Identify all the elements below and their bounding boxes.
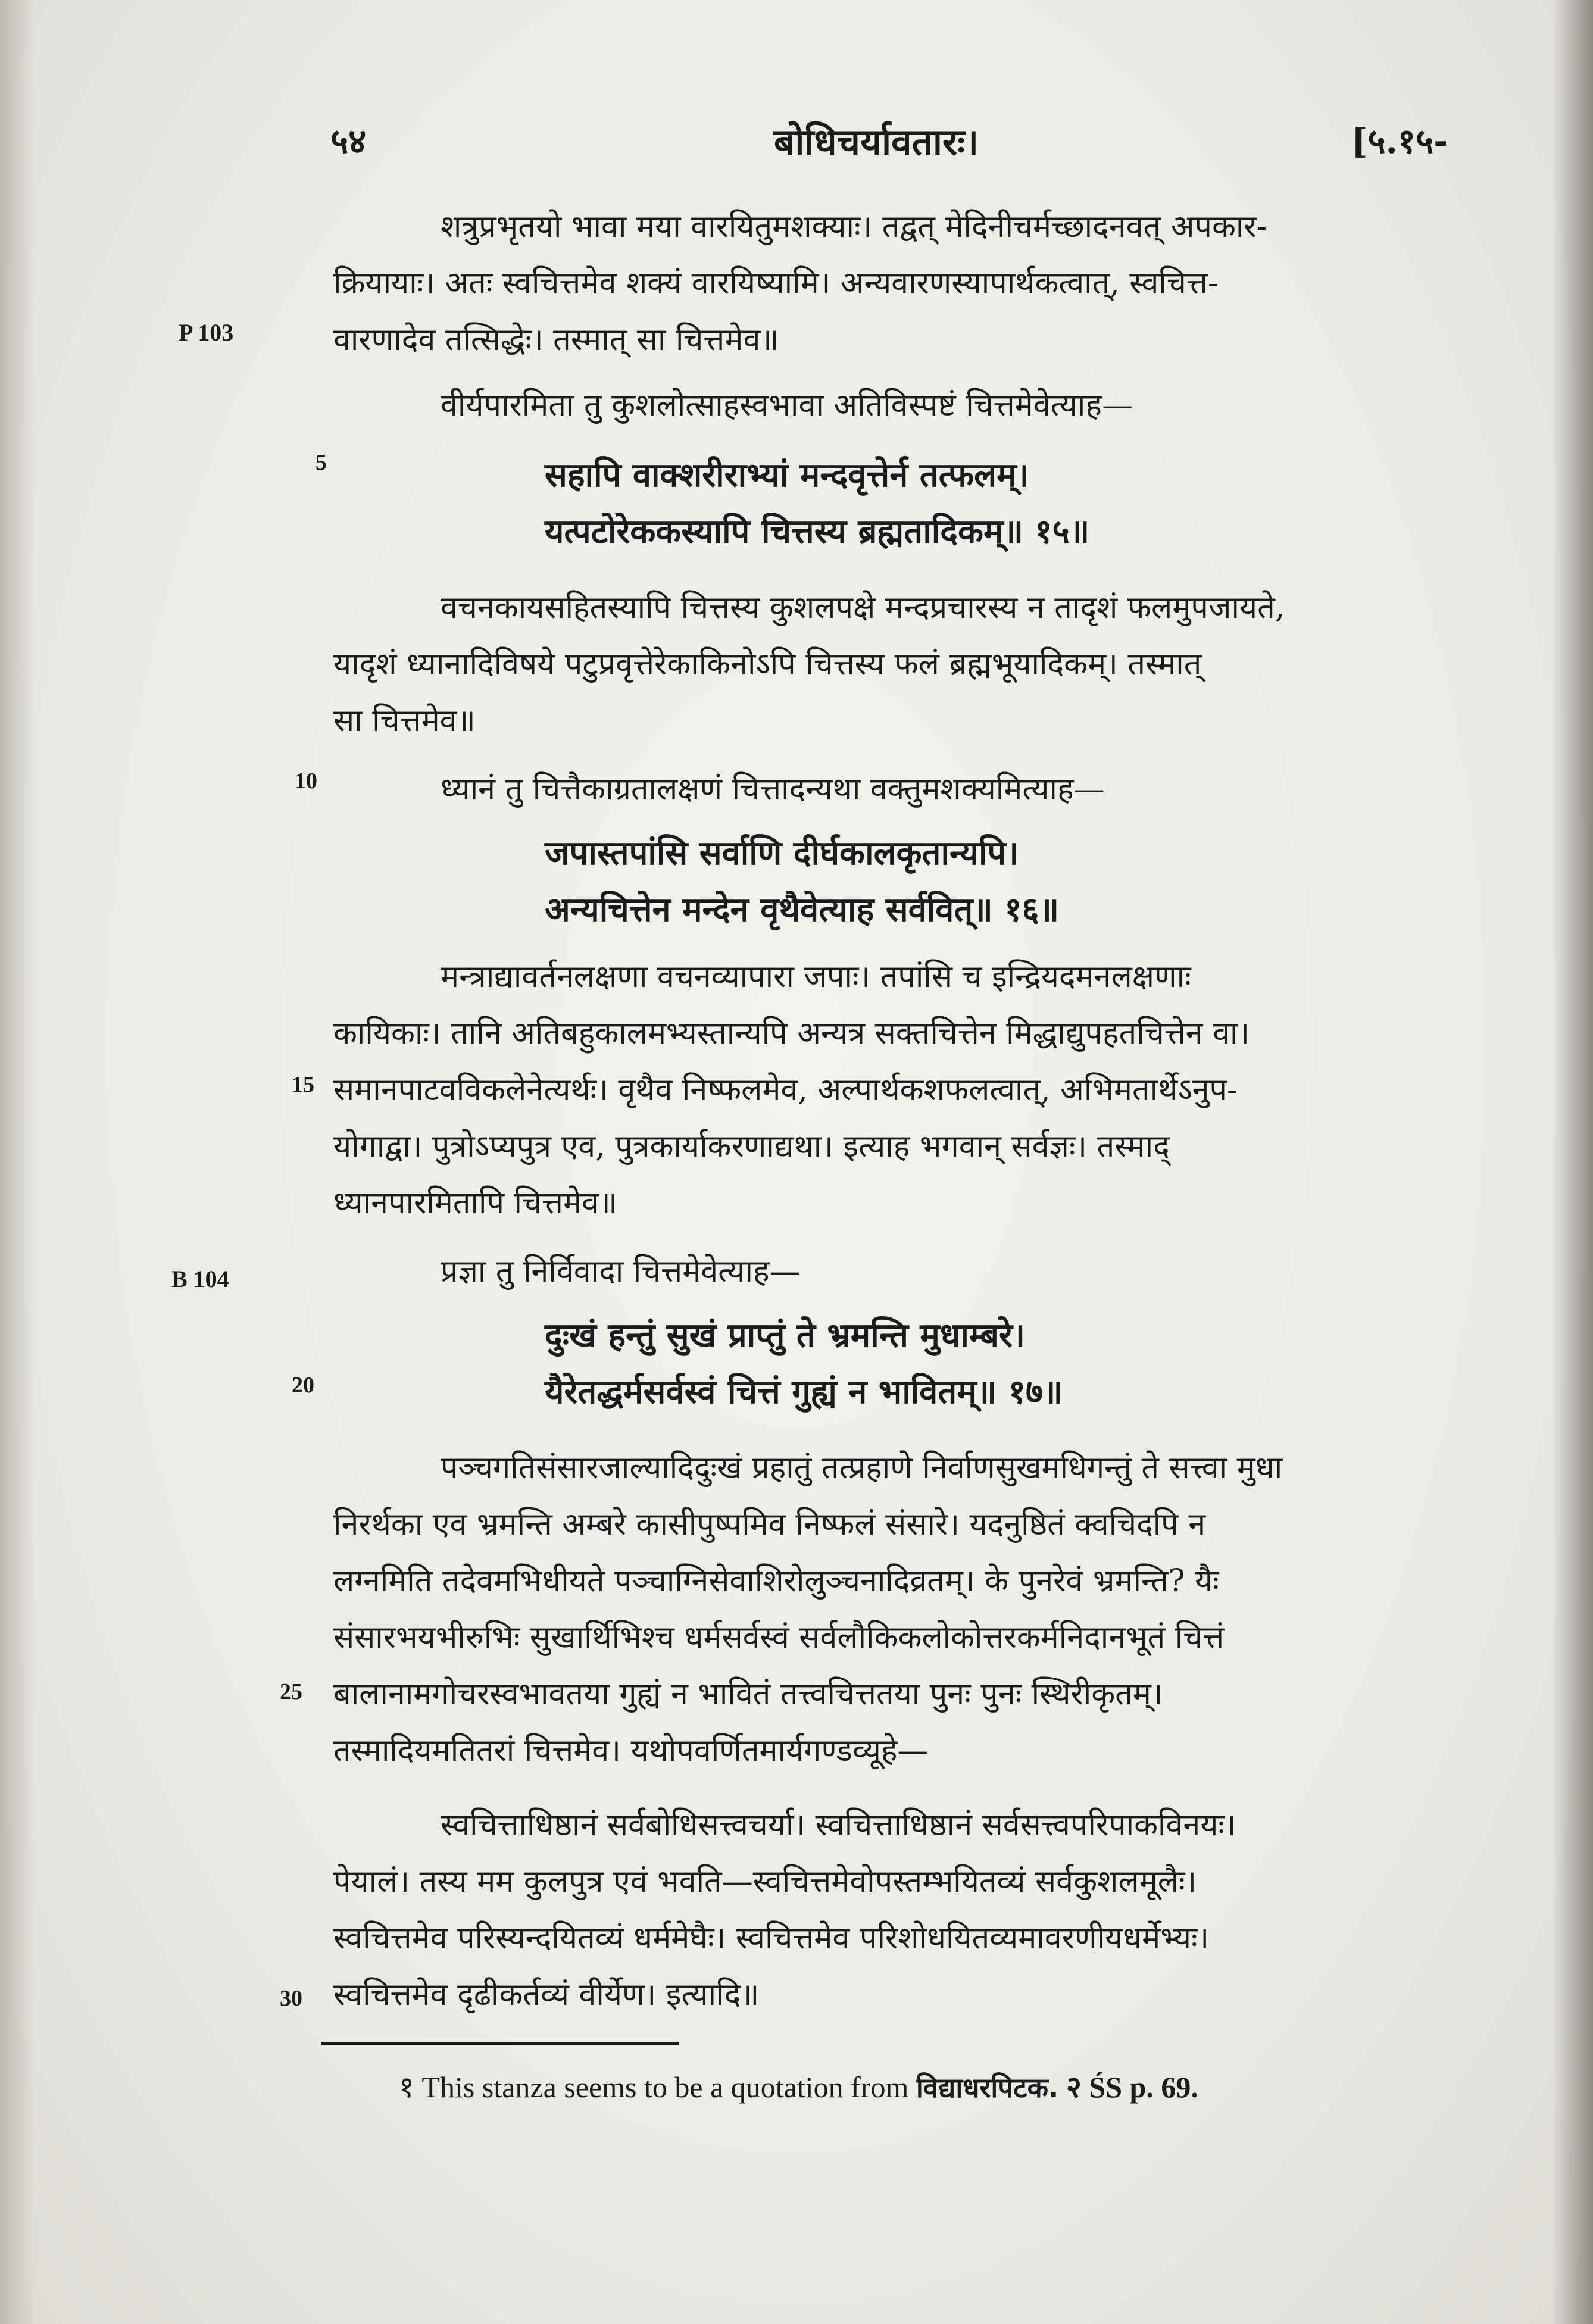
line-number: 20	[292, 1373, 314, 1398]
footnote-source: विद्याधरपिटक.	[916, 2072, 1059, 2104]
text-line: वीर्यपारमिता तु कुशलोत्साहस्वभावा अतिविस्पष्टं चित्तमेवेत्याह—	[441, 388, 1133, 423]
text-line: ध्यानपारमितापि चित्तमेव॥	[333, 1185, 618, 1221]
text-line: क्रियायाः। अतः स्वचित्तमेव शक्यं वारयिष्यामि। अन्यवारणस्यापार्थकत्वात्, स्वचित्त-	[333, 265, 1219, 301]
line-number: 25	[280, 1679, 302, 1704]
footnote-number: १	[399, 2070, 414, 2104]
text-line: प्रज्ञा तु निर्विवादा चित्तमेवेत्याह—	[441, 1254, 801, 1289]
line-number: 30	[280, 1986, 302, 2011]
text-line: कायिकाः। तानि अतिबहुकालमभ्यस्तान्यपि अन्यत्र सक्तचित्तेन मिद्धाद्युपहतचित्तेन वा।	[333, 1016, 1250, 1051]
text-line: वारणादेव तत्सिद्धेः। तस्मात् सा चित्तमेव॥	[333, 322, 779, 358]
page-title: बोधिचर्यावतारः।	[774, 120, 979, 164]
line-number: 10	[295, 769, 317, 794]
margin-ref-p103: P 103	[179, 319, 234, 346]
line-number: 5	[316, 450, 327, 475]
text-line: योगाद्वा। पुत्रोऽप्यपुत्र एव, पुत्रकार्याकरणाद्यथा। इत्याह भगवान् सर्वज्ञः। तस्माद्	[333, 1129, 1170, 1164]
verse-line: यैरेतद्धर्मसर्वस्वं चित्तं गुह्यं न भावितम्॥ १७॥	[545, 1372, 1063, 1411]
text-line: ध्यानं तु चित्तैकाग्रतालक्षणं चित्तादन्यथा वक्तुमशक्यमित्याह—	[441, 771, 1105, 807]
scan-edge-left	[0, 0, 36, 2324]
footnote-number: २	[1066, 2070, 1082, 2104]
text-line: मन्त्राद्यावर्तनलक्षणा वचनव्यापारा जपाः। तपांसि च इन्द्रियदमनलक्षणाः	[441, 959, 1191, 995]
text-line: स्वचित्तमेव परिस्यन्दयितव्यं धर्ममेघैः। स्वचित्तमेव परिशोधयितव्यमावरणीयधर्मेभ्यः।	[333, 1920, 1210, 1956]
text-line: लग्नमिति तदेवमभिधीयते पञ्चाग्निसेवाशिरोलुञ्चनादिव्रतम्। के पुनरेवं भ्रमन्ति? यैः	[333, 1563, 1219, 1599]
text-line: शत्रुप्रभृतयो भावा मया वारयितुमशक्याः। तद्वत् मेदिनीचर्मच्छादनवत् अपकार-	[441, 209, 1267, 245]
section-ref: [५.१५-	[1351, 121, 1448, 161]
verse-line: अन्यचित्तेन मन्देन वृथैवेत्याह सर्ववित्॥ १६॥	[545, 890, 1060, 929]
verse-line: यत्पटोरेककस्यापि चित्तस्य ब्रह्मतादिकम्॥ १५॥	[545, 512, 1090, 551]
line-number: 15	[292, 1072, 314, 1097]
footnote	[399, 2066, 1198, 2106]
page-number: ५४	[330, 121, 367, 161]
text-line: स्वचित्ताधिष्ठानं सर्वबोधिसत्त्वचर्या। स्वचित्ताधिष्ठानं सर्वसत्त्वपरिपाकविनयः।	[441, 1807, 1236, 1843]
text-line: वचनकायसहितस्यापि चित्तस्य कुशलपक्षे मन्दप्रचारस्य न तादृशं फलमुपजायते,	[441, 590, 1285, 626]
text-line: संसारभयभीरुभिः सुखार्थिभिश्च धर्मसर्वस्वं सर्वलौकिकलोकोत्तरकर्मनिदानभूतं चित्तं	[333, 1620, 1225, 1655]
text-line: पञ्चगतिसंसारजाल्यादिदुःखं प्रहातुं तत्प्रहाणे निर्वाणसुखमधिगन्तुं ते सत्त्वा मुधा	[441, 1450, 1283, 1486]
scan-edge-right	[1551, 0, 1593, 2324]
text-line: सा चित्तमेव॥	[333, 703, 476, 739]
footnote-text: ŚS p. 69.	[1089, 2070, 1198, 2104]
text-line: तस्मादियमतितरां चित्तमेव। यथोपवर्णितमार्यगण्डव्यूहे—	[333, 1733, 929, 1769]
verse-line: जपास्तपांसि सर्वाणि दीर्घकालकृतान्यपि।	[545, 833, 1019, 873]
footnote-text: This stanza seems to be a quotation from	[421, 2070, 909, 2104]
text-line: पेयालं। तस्य मम कुलपुत्र एवं भवति—स्वचित्तमेवोपस्तम्भयितव्यं सर्वकुशलमूलैः।	[333, 1864, 1197, 1900]
verse-line: दुःखं हन्तुं सुखं प्राप्तुं ते भ्रमन्ति मुधाम्बरे।	[545, 1316, 1026, 1355]
text-line: निरर्थका एव भ्रमन्ति अम्बरे कासीपुष्पमिव निष्फलं संसारे। यदनुष्ठितं क्वचिदपि न	[333, 1507, 1206, 1542]
footnote-rule	[321, 2042, 679, 2045]
text-line: समानपाटवविकलेनेत्यर्थः। वृथैव निष्फलमेव, अल्पार्थकशफलत्वात्, अभिमतार्थेऽनुप-	[333, 1072, 1238, 1108]
text-line: बालानामगोचरस्वभावतया गुह्यं न भावितं तत्त्वचित्ततया पुनः पुनः स्थिरीकृतम्।	[333, 1676, 1163, 1712]
text-line: स्वचित्तमेव दृढीकर्तव्यं वीर्येण। इत्यादि॥	[333, 1977, 760, 2013]
verse-line: सहापि वाक्शरीराभ्यां मन्दवृत्तेर्न तत्फलम्।	[545, 455, 1029, 495]
text-line: यादृशं ध्यानादिविषये पटुप्रवृत्तेरेकाकिनोऽपि चित्तस्य फलं ब्रह्मभूयादिकम्। तस्मात्	[333, 646, 1202, 682]
margin-ref-b104: B 104	[171, 1266, 229, 1292]
